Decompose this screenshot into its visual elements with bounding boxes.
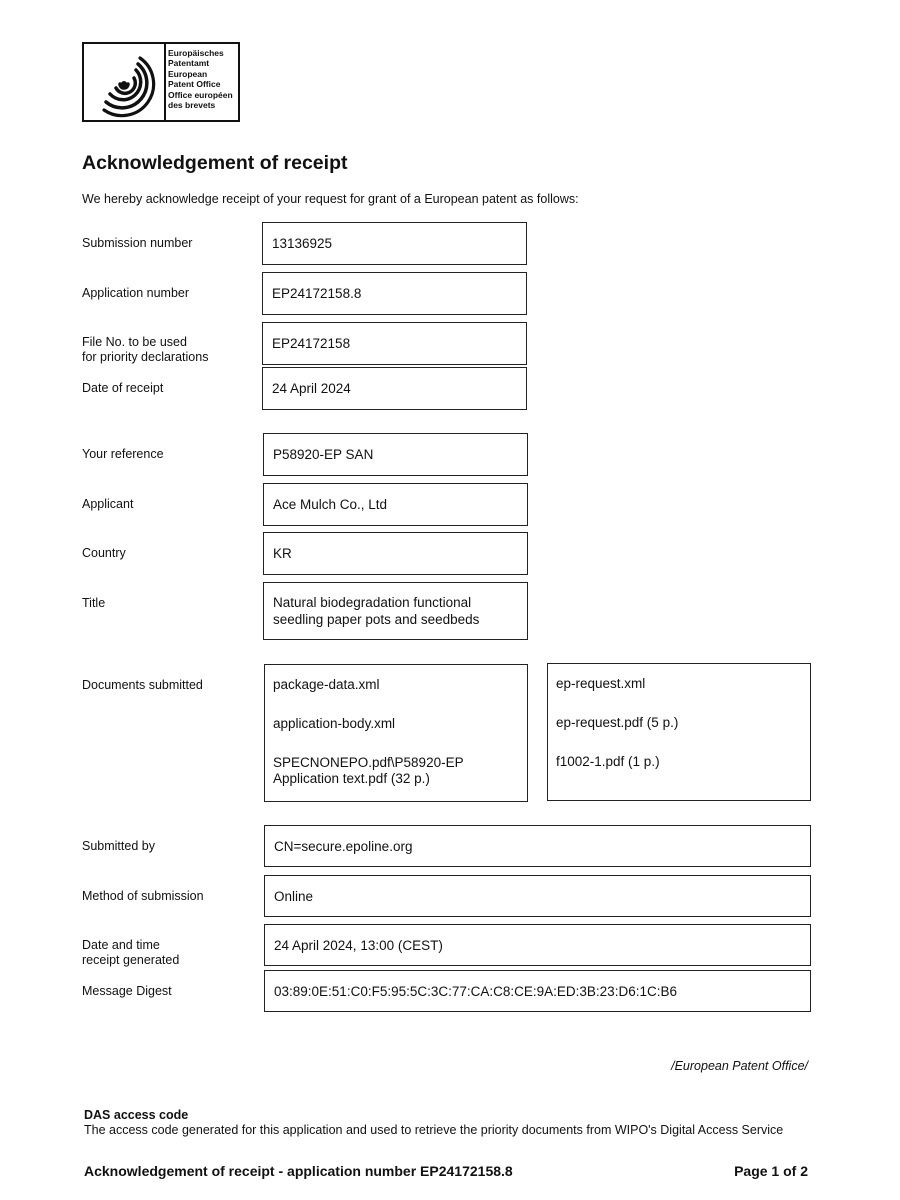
documents-left-box (264, 664, 528, 802)
epo-logo (82, 42, 240, 122)
title-value-line2: seedling paper pots and seedbeds (273, 612, 480, 627)
country-value: KR (273, 546, 292, 561)
submitted-by-field (264, 825, 811, 867)
document-item: application-body.xml (273, 716, 396, 731)
method-value: Online (274, 888, 314, 904)
document-item: package-data.xml (273, 677, 380, 692)
page-title: Acknowledgement of receipt (82, 152, 348, 174)
applicant-label: Applicant (82, 497, 134, 511)
document-item: ep-request.xml (556, 676, 646, 691)
das-heading: DAS access code (84, 1108, 189, 1122)
digest-field (264, 970, 811, 1012)
country-field (263, 532, 528, 575)
signoff: /European Patent Office/ (671, 1059, 808, 1073)
document-item: ep-request.pdf (5 p.) (556, 715, 679, 730)
documents-right-box (547, 663, 811, 801)
datetime-label: Date and time receipt generated (82, 938, 180, 967)
submission-number-label: Submission number (82, 236, 193, 250)
title-field (263, 582, 528, 640)
document-item: SPECNONEPO.pdf\P58920-EP Application text.pdf (32 p.) (273, 755, 464, 786)
digest-label: Message Digest (82, 984, 172, 998)
footer-title: Acknowledgement of receipt - application number EP24172158.8 (84, 1163, 513, 1179)
title-label: Title (82, 596, 106, 610)
documents-label: Documents submitted (82, 678, 203, 692)
submission-number-value: 13136925 (272, 236, 333, 251)
das-description: The access code generated for this application and used to retrieve the priority documents from WIPO's Digital Access Service (84, 1123, 784, 1137)
method-field (264, 875, 811, 917)
applicant-field (263, 483, 528, 526)
country-label: Country (82, 546, 126, 560)
your-reference-label: Your reference (82, 447, 164, 461)
file-no-field (262, 322, 527, 365)
document-item: f1002-1.pdf (1 p.) (556, 754, 660, 769)
file-no-value: EP24172158 (272, 336, 351, 351)
method-label: Method of submission (82, 889, 204, 903)
your-reference-field (263, 433, 528, 476)
your-reference-value: P58920-EP SAN (273, 447, 374, 462)
date-of-receipt-value: 24 April 2024 (272, 381, 351, 396)
application-number-label: Application number (82, 286, 190, 300)
date-of-receipt-label: Date of receipt (82, 381, 164, 395)
application-number-field (262, 272, 527, 315)
application-number-value: EP24172158.8 (272, 286, 362, 301)
logo-wordmark: Europäisches Patentamt European Patent Office Office européen des brevets (168, 48, 233, 110)
digest-value: 03:89:0E:51:C0:F5:95:5C:3C:77:CA:C8:CE:9A:ED:3B:23:D6:1C:B6 (274, 983, 677, 999)
submitted-by-label: Submitted by (82, 839, 155, 853)
submission-number-field (262, 222, 527, 265)
epo-spiral-icon (88, 48, 160, 118)
datetime-value: 24 April 2024, 13:00 (CEST) (274, 937, 443, 953)
intro-text: We hereby acknowledge receipt of your request for grant of a European patent as follows: (82, 192, 579, 206)
applicant-value: Ace Mulch Co., Ltd (273, 497, 388, 512)
submitted-by-value: CN=secure.epoline.org (274, 838, 413, 854)
logo-divider (164, 44, 166, 120)
page-number: Page 1 of 2 (734, 1163, 808, 1179)
file-no-label: File No. to be used for priority declarations (82, 335, 209, 364)
title-value-line1: Natural biodegradation functional (273, 595, 472, 610)
datetime-field (264, 924, 811, 966)
date-of-receipt-field (262, 367, 527, 410)
